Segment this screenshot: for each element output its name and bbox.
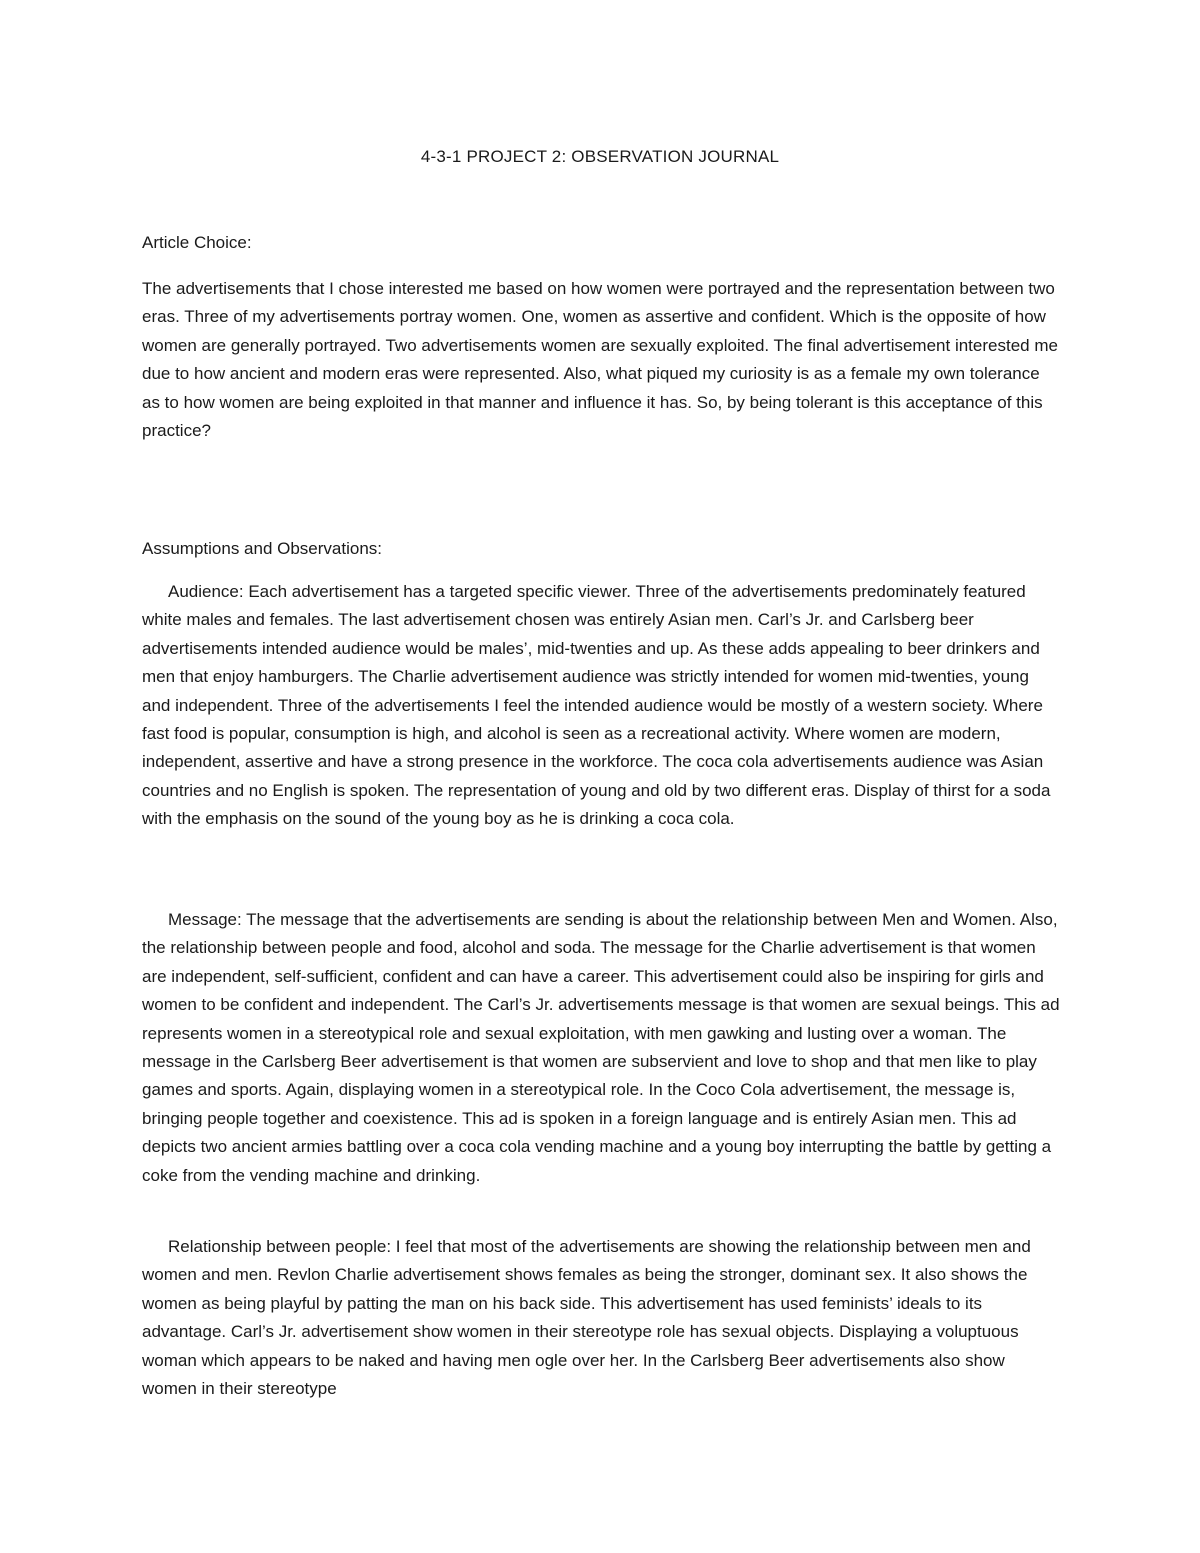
- article-choice-text: The advertisements that I chose interested me based on how women were portrayed and the representation between two eras. Three of my advertisements portray women. One, women as assertive and confident. Which is the opposite of how women are generally portrayed. Two advertisements women are sexually exploited. The final advertisement interested me due to how ancient and modern eras were represented. Also, what piqued my curiosity is as a female my own tolerance as to how women are being exploited in that manner and influence it has. So, by being tolerant is this acceptance of this practice?: [142, 279, 1058, 441]
- article-choice-heading: Article Choice:: [142, 233, 252, 252]
- assumptions-heading: Assumptions and Observations:: [142, 539, 383, 558]
- article-choice-paragraph: [142, 275, 1060, 445]
- document-title: 4-3-1 PROJECT 2: OBSERVATION JOURNAL: [420, 147, 780, 166]
- relationship-paragraph: [142, 1233, 1060, 1403]
- message-text: Message: The message that the advertisements are sending is about the relationship between Men and Women. Also, the relationship between people and food, alcohol and soda. The message for the Charlie advertisement is that women are independent, self-sufficient, confident and can have a career. This advertisement could also be inspiring for girls and women to be confident and independent. The Carl’s Jr. advertisements message is that women are sexual beings. This ad represents women in a stereotypical role and sexual exploitation, with men gawking and lusting over a woman. The message in the Carlsberg Beer advertisement is that women are subservient and love to shop and that men like to play games and sports. Again, displaying women in a stereotypical role. In the Coco Cola advertisement, the message is, bringing people together and coexistence. This ad is spoken in a foreign language and is entirely Asian men. This ad depicts two ancient armies battling over a coca cola vending machine and a young boy interrupting the battle by getting a coke from the vending machine and drinking.: [142, 910, 1060, 1185]
- message-paragraph: [142, 906, 1060, 1190]
- relationship-text: Relationship between people: I feel that most of the advertisements are showing the relationship between men and women and men. Revlon Charlie advertisement shows females as being the stronger, dominant sex. It also shows the women as being playful by patting the man on his back side. This advertisement has used feminists’ ideals to its advantage. Carl’s Jr. advertisement show women in their stereotype role has sexual objects. Displaying a voluptuous woman which appears to be naked and having men ogle over her. In the Carlsberg Beer advertisements also show women in their stereotype: [142, 1237, 1031, 1399]
- audience-paragraph: [142, 578, 1060, 834]
- audience-text: Audience: Each advertisement has a targeted specific viewer. Three of the advertisements predominately featured white males and females. The last advertisement chosen was entirely Asian men. Carl’s Jr. and Carlsberg beer advertisements intended audience would be males’, mid-twenties and up. As these adds appealing to beer drinkers and men that enjoy hamburgers. The Charlie advertisement audience was strictly intended for women mid-twenties, young and independent. Three of the advertisements I feel the intended audience would be mostly of a western society. Where fast food is popular, consumption is high, and alcohol is seen as a recreational activity. Where women are modern, independent, assertive and have a strong presence in the workforce. The coca cola advertisements audience was Asian countries and no English is spoken. The representation of young and old by two different eras. Display of thirst for a soda with the emphasis on the sound of the young boy as he is drinking a coca cola.: [142, 582, 1051, 829]
